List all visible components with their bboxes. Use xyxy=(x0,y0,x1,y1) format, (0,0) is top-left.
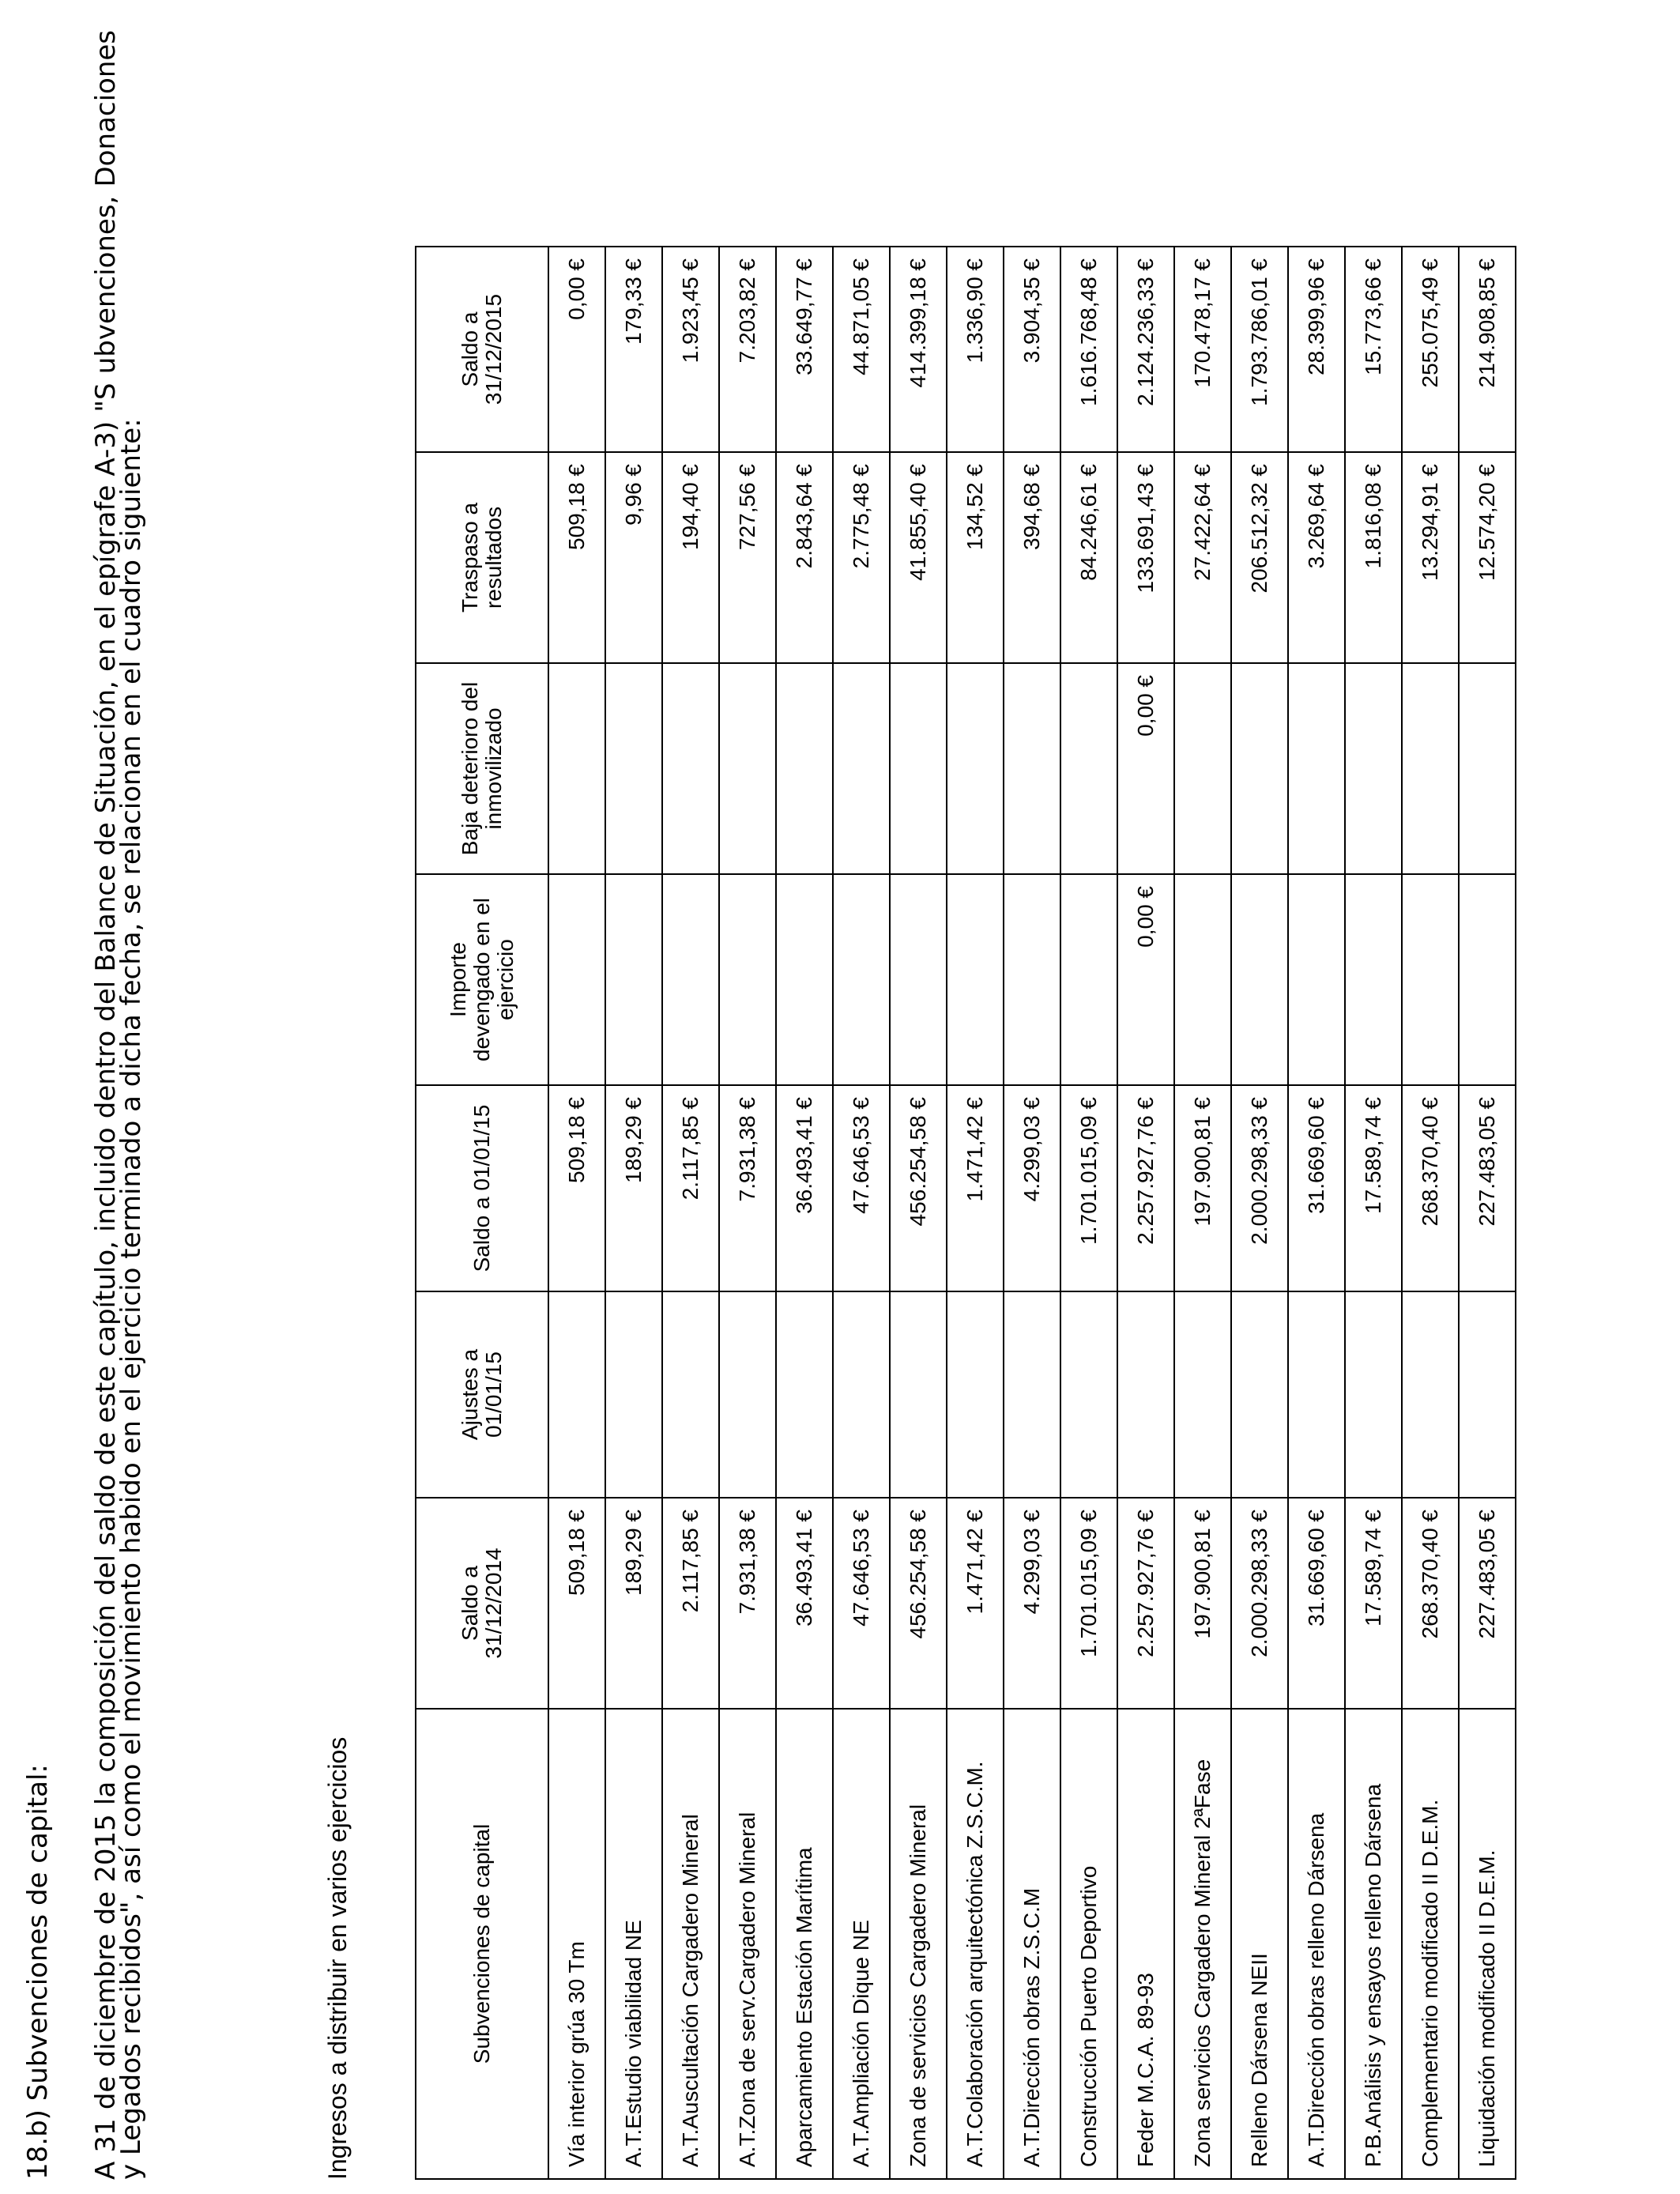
baja-cell xyxy=(1060,663,1117,874)
table-row xyxy=(662,247,719,2179)
saldo-2015-cell: 2.124.236,33 € xyxy=(1117,247,1174,452)
table-row xyxy=(1117,247,1174,2179)
saldo-2014-cell: 1.701.015,09 € xyxy=(1060,1498,1117,1709)
ajustes-cell xyxy=(1117,1291,1174,1498)
saldo-2014-cell: 197.900,81 € xyxy=(1174,1498,1231,1709)
baja-cell xyxy=(1231,663,1288,874)
saldo-2015-cell: 28.399,96 € xyxy=(1288,247,1345,452)
section-heading: 18.b) Subvenciones de capital: xyxy=(22,1764,54,2180)
saldo-010115-cell: 456.254,58 € xyxy=(890,1085,947,1291)
table-row xyxy=(1004,247,1060,2179)
saldo-2014-cell: 47.646,53 € xyxy=(833,1498,890,1709)
saldo-010115-cell: 4.299,03 € xyxy=(1004,1085,1060,1291)
saldo-2015-cell: 255.075,49 € xyxy=(1402,247,1459,452)
ajustes-cell xyxy=(1402,1291,1459,1498)
saldo-2015-cell: 44.871,05 € xyxy=(833,247,890,452)
baja-cell xyxy=(1174,663,1231,874)
traspaso-cell: 3.269,64 € xyxy=(1288,452,1345,663)
saldo-2014-cell: 189,29 € xyxy=(605,1498,662,1709)
saldo-010115-cell: 189,29 € xyxy=(605,1085,662,1291)
ajustes-cell xyxy=(1231,1291,1288,1498)
row-name: A.T.Ampliación Dique NE xyxy=(833,1709,890,2179)
saldo-2015-cell: 179,33 € xyxy=(605,247,662,452)
saldo-010115-cell: 17.589,74 € xyxy=(1345,1085,1402,1291)
header-baja-deterioro: Baja deterioro del inmovilizado xyxy=(416,663,548,874)
traspaso-cell: 1.816,08 € xyxy=(1345,452,1402,663)
row-name: Construcción Puerto Deportivo xyxy=(1060,1709,1117,2179)
table-row xyxy=(1345,247,1402,2179)
saldo-2015-cell: 1.336,90 € xyxy=(947,247,1004,452)
saldo-2015-cell: 170.478,17 € xyxy=(1174,247,1231,452)
saldo-010115-cell: 7.931,38 € xyxy=(719,1085,776,1291)
importe-cell xyxy=(1060,874,1117,1085)
saldo-010115-cell: 227.483,05 € xyxy=(1459,1085,1516,1291)
ajustes-cell xyxy=(1459,1291,1516,1498)
header-saldo-2014: Saldo a 31/12/2014 xyxy=(416,1498,548,1709)
row-name: A.T.Dirección obras Z.S.C.M xyxy=(1004,1709,1060,2179)
header-subvenciones: Subvenciones de capital xyxy=(416,1709,548,2179)
table-row xyxy=(1459,247,1516,2179)
traspaso-cell: 12.574,20 € xyxy=(1459,452,1516,663)
traspaso-cell: 394,68 € xyxy=(1004,452,1060,663)
subvenciones-table xyxy=(415,246,1516,2180)
row-name: Relleno Dársena NEII xyxy=(1231,1709,1288,2179)
importe-cell xyxy=(548,874,605,1085)
importe-cell xyxy=(1288,874,1345,1085)
ajustes-cell xyxy=(833,1291,890,1498)
saldo-2014-cell: 1.471,42 € xyxy=(947,1498,1004,1709)
header-row xyxy=(416,247,548,2179)
importe-cell xyxy=(947,874,1004,1085)
saldo-2015-cell: 1.616.768,48 € xyxy=(1060,247,1117,452)
baja-cell xyxy=(947,663,1004,874)
importe-cell xyxy=(605,874,662,1085)
baja-cell xyxy=(605,663,662,874)
baja-cell xyxy=(776,663,833,874)
traspaso-cell: 2.843,64 € xyxy=(776,452,833,663)
table-row xyxy=(1288,247,1345,2179)
traspaso-cell: 84.246,61 € xyxy=(1060,452,1117,663)
ajustes-cell xyxy=(605,1291,662,1498)
row-name: Vía interior grúa 30 Tm xyxy=(548,1709,605,2179)
intro-paragraph: A 31 de diciembre de 2015 la composición del saldo de este capítulo, incluido dentro del Balance de Situación, en el epígrafe A-3) "S ubvenciones, Donaciones y Legados recibidos", así como el movimiento habido en el ejercicio terminado a dicha fecha, se relacionan en el cuadro siguiente: xyxy=(90,30,147,2180)
ajustes-cell xyxy=(548,1291,605,1498)
traspaso-cell: 727,56 € xyxy=(719,452,776,663)
saldo-010115-cell: 31.669,60 € xyxy=(1288,1085,1345,1291)
saldo-2015-cell: 3.904,35 € xyxy=(1004,247,1060,452)
saldo-010115-cell: 2.117,85 € xyxy=(662,1085,719,1291)
ajustes-cell xyxy=(776,1291,833,1498)
saldo-010115-cell: 36.493,41 € xyxy=(776,1085,833,1291)
importe-cell xyxy=(1345,874,1402,1085)
ajustes-cell xyxy=(719,1291,776,1498)
ajustes-cell xyxy=(947,1291,1004,1498)
saldo-2015-cell: 15.773,66 € xyxy=(1345,247,1402,452)
saldo-2014-cell: 2.000.298,33 € xyxy=(1231,1498,1288,1709)
baja-cell xyxy=(1402,663,1459,874)
importe-cell xyxy=(662,874,719,1085)
saldo-010115-cell: 1.701.015,09 € xyxy=(1060,1085,1117,1291)
traspaso-cell: 27.422,64 € xyxy=(1174,452,1231,663)
importe-cell xyxy=(776,874,833,1085)
importe-cell xyxy=(1004,874,1060,1085)
ajustes-cell xyxy=(1060,1291,1117,1498)
saldo-010115-cell: 197.900,81 € xyxy=(1174,1085,1231,1291)
header-saldo-010115: Saldo a 01/01/15 xyxy=(416,1085,548,1291)
saldo-2014-cell: 17.589,74 € xyxy=(1345,1498,1402,1709)
row-name: Aparcamiento Estación Marítima xyxy=(776,1709,833,2179)
importe-cell xyxy=(1402,874,1459,1085)
saldo-2015-cell: 214.908,85 € xyxy=(1459,247,1516,452)
header-importe-devengado: Importe devengado en el ejercicio xyxy=(416,874,548,1085)
saldo-010115-cell: 1.471,42 € xyxy=(947,1085,1004,1291)
saldo-2014-cell: 36.493,41 € xyxy=(776,1498,833,1709)
importe-cell xyxy=(1174,874,1231,1085)
ajustes-cell xyxy=(1174,1291,1231,1498)
traspaso-cell: 9,96 € xyxy=(605,452,662,663)
baja-cell xyxy=(1459,663,1516,874)
traspaso-cell: 133.691,43 € xyxy=(1117,452,1174,663)
importe-cell xyxy=(1459,874,1516,1085)
row-name: A.T.Zona de serv.Cargadero Mineral xyxy=(719,1709,776,2179)
ajustes-cell xyxy=(1288,1291,1345,1498)
table-row xyxy=(719,247,776,2179)
row-name: Zona servicios Cargadero Mineral 2ªFase xyxy=(1174,1709,1231,2179)
table-row xyxy=(1060,247,1117,2179)
row-name: Complementario modificado II D.E.M. xyxy=(1402,1709,1459,2179)
table-row xyxy=(605,247,662,2179)
saldo-2014-cell: 7.931,38 € xyxy=(719,1498,776,1709)
table-row xyxy=(833,247,890,2179)
saldo-010115-cell: 47.646,53 € xyxy=(833,1085,890,1291)
baja-cell xyxy=(1004,663,1060,874)
saldo-2014-cell: 2.117,85 € xyxy=(662,1498,719,1709)
traspaso-cell: 134,52 € xyxy=(947,452,1004,663)
saldo-2014-cell: 268.370,40 € xyxy=(1402,1498,1459,1709)
saldo-010115-cell: 268.370,40 € xyxy=(1402,1085,1459,1291)
ajustes-cell xyxy=(890,1291,947,1498)
importe-cell xyxy=(890,874,947,1085)
traspaso-cell: 194,40 € xyxy=(662,452,719,663)
header-saldo-2015: Saldo a 31/12/2015 xyxy=(416,247,548,452)
row-name: A.T.Estudio viabilidad NE xyxy=(605,1709,662,2179)
table-row xyxy=(1231,247,1288,2179)
importe-cell xyxy=(719,874,776,1085)
table-row xyxy=(1402,247,1459,2179)
traspaso-cell: 509,18 € xyxy=(548,452,605,663)
row-name: P.B.Análisis y ensayos relleno Dársena xyxy=(1345,1709,1402,2179)
baja-cell xyxy=(719,663,776,874)
saldo-2015-cell: 1.793.786,01 € xyxy=(1231,247,1288,452)
saldo-2015-cell: 1.923,45 € xyxy=(662,247,719,452)
row-name: Zona de servicios Cargadero Mineral xyxy=(890,1709,947,2179)
table-row xyxy=(776,247,833,2179)
row-name: A.T.Auscultación Cargadero Mineral xyxy=(662,1709,719,2179)
saldo-010115-cell: 2.257.927,76 € xyxy=(1117,1085,1174,1291)
saldo-2015-cell: 33.649,77 € xyxy=(776,247,833,452)
baja-cell xyxy=(662,663,719,874)
baja-cell xyxy=(548,663,605,874)
ajustes-cell xyxy=(1004,1291,1060,1498)
ajustes-cell xyxy=(662,1291,719,1498)
baja-cell xyxy=(1288,663,1345,874)
saldo-2014-cell: 509,18 € xyxy=(548,1498,605,1709)
ajustes-cell xyxy=(1345,1291,1402,1498)
saldo-010115-cell: 509,18 € xyxy=(548,1085,605,1291)
baja-cell xyxy=(1345,663,1402,874)
saldo-2014-cell: 31.669,60 € xyxy=(1288,1498,1345,1709)
baja-cell xyxy=(890,663,947,874)
baja-cell xyxy=(833,663,890,874)
table-row xyxy=(1174,247,1231,2179)
row-name: Feder M.C.A. 89-93 xyxy=(1117,1709,1174,2179)
saldo-2014-cell: 4.299,03 € xyxy=(1004,1498,1060,1709)
saldo-2015-cell: 0,00 € xyxy=(548,247,605,452)
row-name: Liquidación modificado II D.E.M. xyxy=(1459,1709,1516,2179)
traspaso-cell: 2.775,48 € xyxy=(833,452,890,663)
row-name: A.T.Dirección obras relleno Dársena xyxy=(1288,1709,1345,2179)
header-traspaso: Traspaso a resultados xyxy=(416,452,548,663)
row-name: A.T.Colaboración arquitectónica Z.S.C.M. xyxy=(947,1709,1004,2179)
header-ajustes: Ajustes a 01/01/15 xyxy=(416,1291,548,1498)
table-row xyxy=(947,247,1004,2179)
saldo-2014-cell: 2.257.927,76 € xyxy=(1117,1498,1174,1709)
saldo-010115-cell: 2.000.298,33 € xyxy=(1231,1085,1288,1291)
traspaso-cell: 13.294,91 € xyxy=(1402,452,1459,663)
importe-cell xyxy=(833,874,890,1085)
saldo-2014-cell: 456.254,58 € xyxy=(890,1498,947,1709)
importe-cell: 0,00 € xyxy=(1117,874,1174,1085)
importe-cell xyxy=(1231,874,1288,1085)
table-body xyxy=(548,247,1516,2179)
traspaso-cell: 41.855,40 € xyxy=(890,452,947,663)
table-subtitle: Ingresos a distribuir en varios ejercicios xyxy=(323,1736,352,2180)
table-row xyxy=(548,247,605,2179)
saldo-2015-cell: 7.203,82 € xyxy=(719,247,776,452)
baja-cell: 0,00 € xyxy=(1117,663,1174,874)
table-row xyxy=(890,247,947,2179)
traspaso-cell: 206.512,32 € xyxy=(1231,452,1288,663)
saldo-2014-cell: 227.483,05 € xyxy=(1459,1498,1516,1709)
saldo-2015-cell: 414.399,18 € xyxy=(890,247,947,452)
